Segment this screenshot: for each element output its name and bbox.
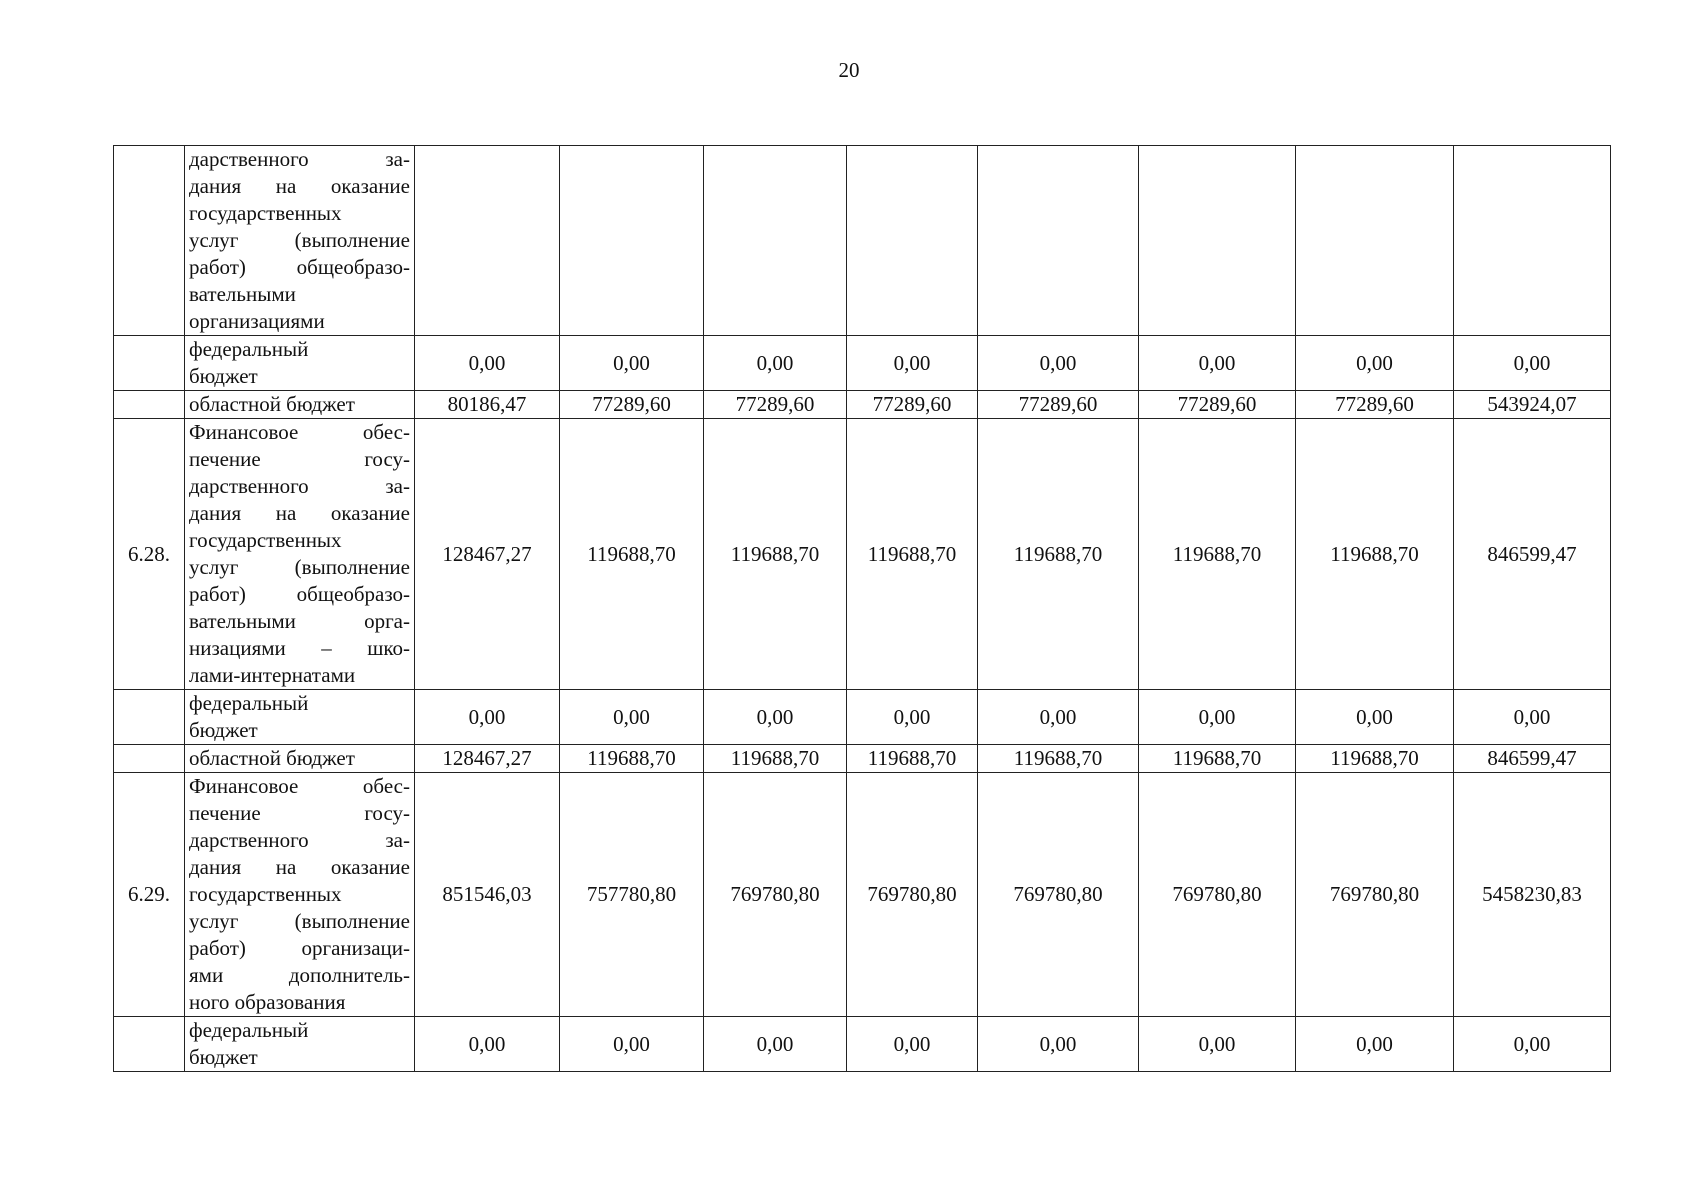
value-cell: 77289,60 — [704, 391, 847, 419]
description-line: низациями – шко- — [189, 636, 410, 660]
value-cell: 0,00 — [978, 336, 1139, 391]
value-cell: 0,00 — [415, 1017, 560, 1072]
value-cell: 119688,70 — [978, 419, 1139, 690]
description-line: Финансовое обес- — [189, 774, 410, 798]
value-cell: 0,00 — [1139, 1017, 1296, 1072]
description-line: работ) общеобразо- — [189, 582, 410, 606]
description-line: услуг (выполнение — [189, 555, 410, 579]
value-cell: 0,00 — [978, 690, 1139, 745]
row-description — [185, 773, 415, 1017]
value-cell: 5458230,83 — [1454, 773, 1611, 1017]
value-cell: 77289,60 — [1296, 391, 1454, 419]
table-row — [114, 391, 1611, 419]
description-line: дания на оказание — [189, 174, 410, 198]
row-description — [185, 146, 415, 336]
description-line: ями дополнитель- — [189, 963, 410, 987]
row-description — [185, 745, 415, 773]
row-number — [114, 745, 185, 773]
value-cell: 0,00 — [415, 690, 560, 745]
description-line: областной бюджет — [189, 392, 355, 416]
description-line: дарственного за- — [189, 828, 410, 852]
description-line: организациями — [189, 309, 325, 333]
value-cell: 119688,70 — [560, 745, 704, 773]
row-number — [114, 1017, 185, 1072]
value-cell: 851546,03 — [415, 773, 560, 1017]
row-description — [185, 1017, 415, 1072]
value-cell: 119688,70 — [704, 419, 847, 690]
value-cell: 0,00 — [1139, 690, 1296, 745]
value-cell: 119688,70 — [1139, 745, 1296, 773]
description-line: бюджет — [189, 1045, 258, 1069]
description-line: вательными — [189, 282, 296, 306]
value-cell: 77289,60 — [978, 391, 1139, 419]
value-cell: 119688,70 — [847, 419, 978, 690]
row-description — [185, 336, 415, 391]
value-cell: 0,00 — [847, 336, 978, 391]
value-cell: 543924,07 — [1454, 391, 1611, 419]
value-cell: 757780,80 — [560, 773, 704, 1017]
value-cell: 0,00 — [1139, 336, 1296, 391]
description-line: работ) общеобразо- — [189, 255, 410, 279]
value-cell: 119688,70 — [978, 745, 1139, 773]
table-row — [114, 745, 1611, 773]
description-line: дарственного за- — [189, 147, 410, 171]
value-cell: 0,00 — [1454, 336, 1611, 391]
description-line: федеральный — [189, 337, 309, 361]
row-number — [114, 146, 185, 336]
value-cell: 80186,47 — [415, 391, 560, 419]
description-line: областной бюджет — [189, 746, 355, 770]
value-cell: 0,00 — [704, 1017, 847, 1072]
value-cell: 119688,70 — [1139, 419, 1296, 690]
description-line: государственных — [189, 528, 342, 552]
value-cell — [415, 146, 560, 336]
value-cell: 119688,70 — [704, 745, 847, 773]
page-number: 20 — [838, 58, 860, 82]
description-line: печение госу- — [189, 447, 410, 471]
description-line: работ) организаци- — [189, 936, 410, 960]
value-cell: 846599,47 — [1454, 419, 1611, 690]
table-row — [114, 419, 1611, 690]
row-description — [185, 690, 415, 745]
value-cell — [704, 146, 847, 336]
table-row — [114, 146, 1611, 336]
value-cell: 0,00 — [560, 336, 704, 391]
value-cell: 769780,80 — [1296, 773, 1454, 1017]
value-cell: 0,00 — [704, 336, 847, 391]
description-line: услуг (выполнение — [189, 228, 410, 252]
table-row — [114, 773, 1611, 1017]
description-line: бюджет — [189, 718, 258, 742]
description-line: Финансовое обес- — [189, 420, 410, 444]
value-cell: 0,00 — [560, 690, 704, 745]
row-number: 6.29. — [114, 773, 185, 1017]
row-description — [185, 419, 415, 690]
description-line: федеральный — [189, 691, 309, 715]
row-number — [114, 391, 185, 419]
value-cell: 77289,60 — [1139, 391, 1296, 419]
value-cell: 0,00 — [1454, 690, 1611, 745]
table-row — [114, 690, 1611, 745]
value-cell: 0,00 — [1296, 1017, 1454, 1072]
value-cell — [978, 146, 1139, 336]
value-cell: 119688,70 — [560, 419, 704, 690]
description-line: лами-интернатами — [189, 663, 356, 687]
row-description — [185, 391, 415, 419]
value-cell: 0,00 — [1454, 1017, 1611, 1072]
value-cell: 77289,60 — [847, 391, 978, 419]
value-cell: 119688,70 — [1296, 419, 1454, 690]
value-cell: 0,00 — [415, 336, 560, 391]
value-cell — [560, 146, 704, 336]
description-line: ного образования — [189, 990, 346, 1014]
value-cell: 769780,80 — [978, 773, 1139, 1017]
value-cell — [1139, 146, 1296, 336]
value-cell: 0,00 — [560, 1017, 704, 1072]
description-line: печение госу- — [189, 801, 410, 825]
description-line: государственных — [189, 201, 342, 225]
description-line: дания на оказание — [189, 855, 410, 879]
description-line: вательными орга- — [189, 609, 410, 633]
value-cell: 0,00 — [847, 1017, 978, 1072]
description-line: бюджет — [189, 364, 258, 388]
description-line: услуг (выполнение — [189, 909, 410, 933]
value-cell: 769780,80 — [1139, 773, 1296, 1017]
value-cell — [1454, 146, 1611, 336]
value-cell: 77289,60 — [560, 391, 704, 419]
value-cell: 128467,27 — [415, 745, 560, 773]
value-cell: 769780,80 — [847, 773, 978, 1017]
value-cell: 0,00 — [978, 1017, 1139, 1072]
description-line: федеральный — [189, 1018, 309, 1042]
description-line: дания на оказание — [189, 501, 410, 525]
description-line: дарственного за- — [189, 474, 410, 498]
value-cell — [847, 146, 978, 336]
value-cell: 0,00 — [1296, 690, 1454, 745]
value-cell: 769780,80 — [704, 773, 847, 1017]
value-cell: 128467,27 — [415, 419, 560, 690]
row-number — [114, 690, 185, 745]
row-number — [114, 336, 185, 391]
value-cell: 119688,70 — [1296, 745, 1454, 773]
value-cell: 119688,70 — [847, 745, 978, 773]
table-row — [114, 1017, 1611, 1072]
value-cell: 0,00 — [847, 690, 978, 745]
budget-table — [113, 145, 1611, 1072]
value-cell — [1296, 146, 1454, 336]
value-cell: 0,00 — [704, 690, 847, 745]
value-cell: 0,00 — [1296, 336, 1454, 391]
row-number: 6.28. — [114, 419, 185, 690]
value-cell: 846599,47 — [1454, 745, 1611, 773]
description-line: государственных — [189, 882, 342, 906]
table-row — [114, 336, 1611, 391]
